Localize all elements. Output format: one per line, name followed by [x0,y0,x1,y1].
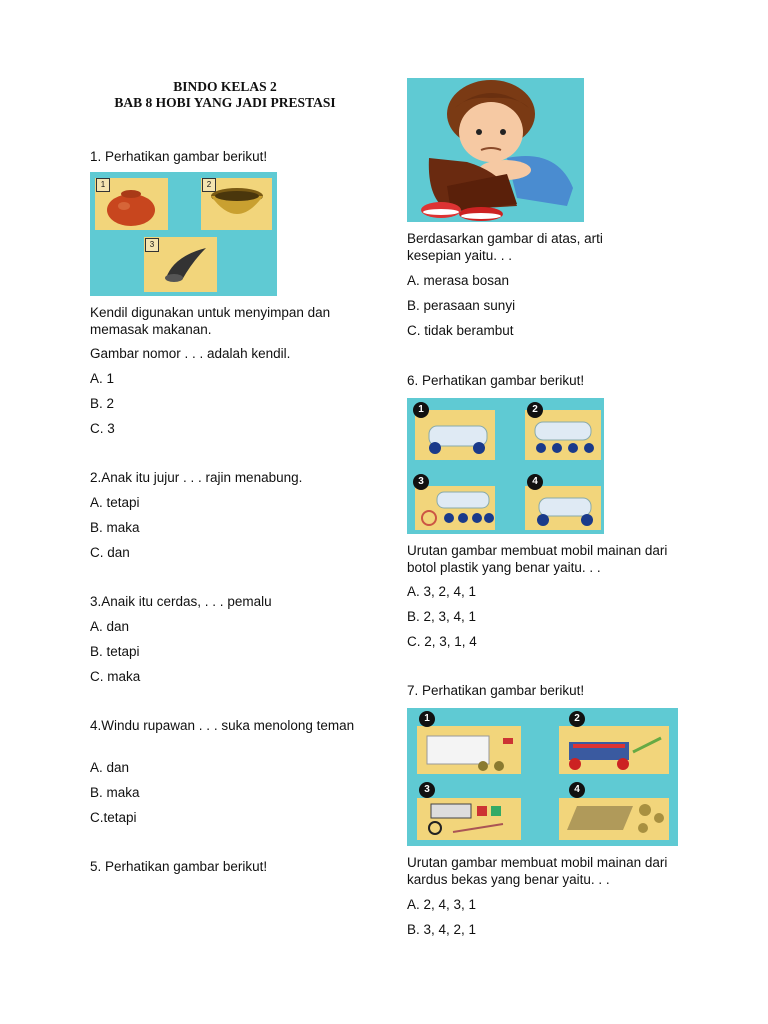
q7-prompt: 7. Perhatikan gambar berikut! [407,683,585,698]
q7-number-4: 4 [569,782,585,798]
q6-option-b: B. 2, 3, 4, 1 [407,609,477,624]
q4-option-a: A. dan [90,760,130,775]
q6-option-c: C. 2, 3, 1, 4 [407,634,477,649]
q1-option-a: A. 1 [90,371,115,386]
q1-image-pottery [90,172,277,296]
q3-option-b: B. tetapi [90,644,140,659]
q1-option-c: C. 3 [90,421,115,436]
q7-option-b: B. 3, 4, 2, 1 [407,922,477,937]
bowl-icon [208,186,266,224]
q6-number-4: 4 [527,474,543,490]
q5-prompt: 5. Perhatikan gambar berikut! [90,859,268,874]
clay-pot-icon [104,182,158,228]
q4-option-c: C.tetapi [90,810,137,825]
q6-number-3: 3 [413,474,429,490]
q6-image-bottle-car-steps [407,398,604,534]
q5-text: Berdasarkan gambar di atas, arti kesepian yaitu. . . [407,231,603,263]
q7-option-a: A. 2, 4, 3, 1 [407,897,477,912]
q3-option-c: C. maka [90,669,141,684]
q6-number-1: 1 [413,402,429,418]
q6-option-a: A. 3, 2, 4, 1 [407,584,477,599]
q1-text-kendil: Kendil digunakan untuk menyimpan dan memasak makanan. [90,305,331,337]
q1-prompt: 1. Perhatikan gambar berikut! [90,149,268,164]
bottle-parts-icon [419,490,495,528]
q6-prompt: 6. Perhatikan gambar berikut! [407,373,585,388]
bottle-car-done-icon [529,492,599,528]
q2-option-c: C. dan [90,545,130,560]
cardboard-box-icon [423,730,519,772]
horn-icon [162,244,210,284]
q5-option-c: C. tidak berambut [407,323,514,338]
cardboard-wheels-icon [563,800,667,838]
q1-number-1: 1 [96,178,110,192]
bottle-wheels-icon [529,418,599,456]
painted-car-icon [563,730,667,772]
q2-option-b: B. maka [90,520,140,535]
q6-number-2: 2 [527,402,543,418]
q1-number-2: 2 [202,178,216,192]
q3-option-a: A. dan [90,619,130,634]
q1-option-b: B. 2 [90,396,115,411]
craft-tools-icon [423,800,519,838]
q6-text: Urutan gambar membuat mobil mainan dari botol plastik yang benar yaitu. . . [407,543,668,575]
document-title [90,79,360,111]
q4-option-b: B. maka [90,785,140,800]
q2-option-a: A. tetapi [90,495,140,510]
q7-text: Urutan gambar membuat mobil mainan dari kardus bekas yang benar yaitu. . . [407,855,668,887]
q7-number-3: 3 [419,782,435,798]
q7-image-cardboard-car-steps [407,708,678,846]
q4-prompt: 4.Windu rupawan . . . suka menolong teman [90,718,355,733]
q5-image-lonely-boy [407,78,584,222]
q5-option-a: A. merasa bosan [407,273,510,288]
bottle-car-icon [421,418,495,456]
q3-prompt: 3.Anaik itu cerdas, . . . pemalu [90,594,272,609]
q7-number-2: 2 [569,711,585,727]
q5-option-b: B. perasaan sunyi [407,298,516,313]
q2-prompt: 2.Anak itu jujur . . . rajin menabung. [90,470,303,485]
q1-question: Gambar nomor . . . adalah kendil. [90,346,291,361]
title-line-2: BAB 8 HOBI YANG JADI PRESTASI [114,95,336,110]
sad-boy-icon [407,78,584,222]
title-line-1: BINDO KELAS 2 [173,79,277,94]
q7-number-1: 1 [419,711,435,727]
q1-number-3: 3 [145,238,159,252]
